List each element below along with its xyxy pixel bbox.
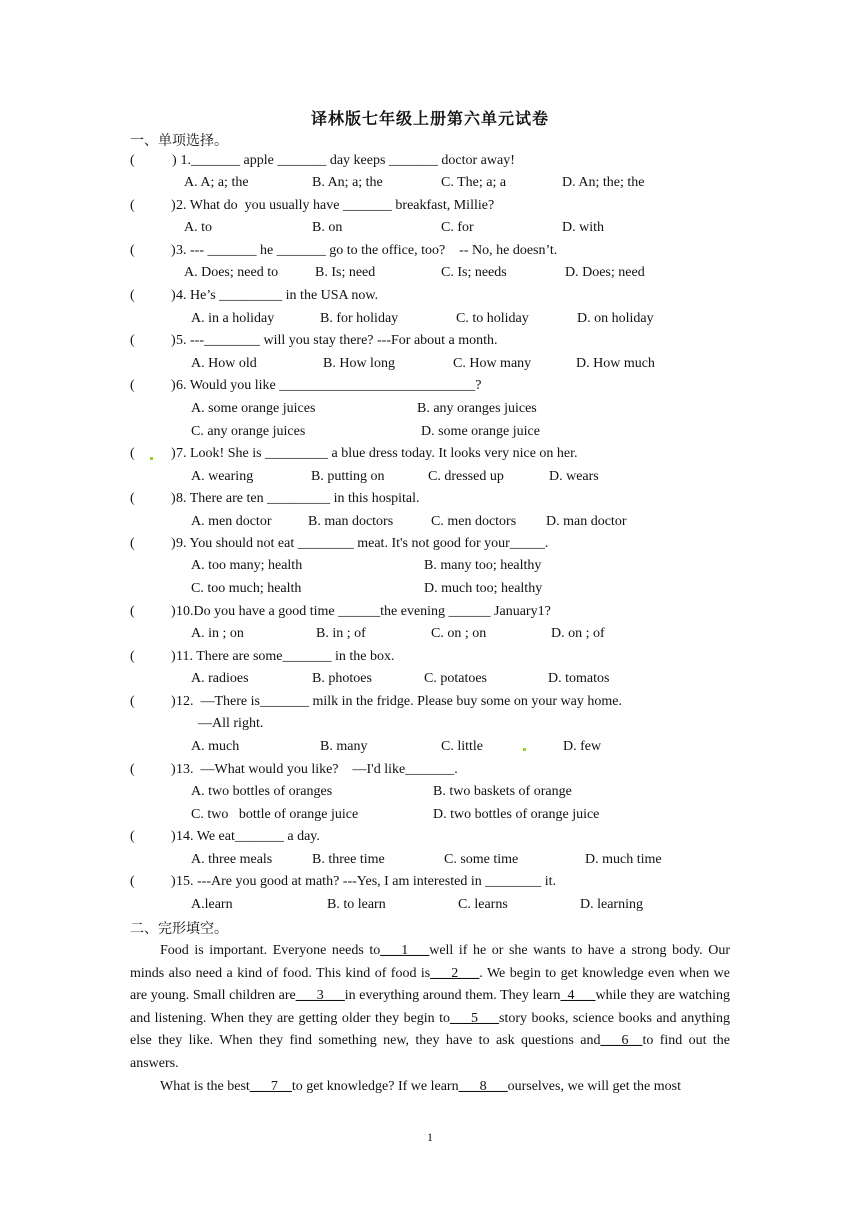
page-title: 译林版七年级上册第六单元试卷 [310, 109, 549, 128]
answer-option[interactable]: A. to [184, 220, 212, 235]
question-text: 12. —There is_______ milk in the fridge. Please buy some on your way home. [176, 694, 622, 709]
question-text: 13. —What would you like? —I'd like_______. [176, 762, 458, 777]
cloze-text: to find out the answers. [130, 1033, 731, 1071]
answer-paren-open: ( [130, 378, 135, 393]
answer-option[interactable]: D. wears [549, 469, 599, 484]
answer-option[interactable]: B. two baskets of orange [433, 784, 572, 799]
cloze-blank-3[interactable]: ___3___ [295, 988, 345, 1004]
answer-paren-close: ) [171, 446, 176, 461]
cloze-paragraph-2 [130, 1076, 730, 1099]
answer-option[interactable]: D. few [563, 739, 602, 754]
answer-paren-close: ) [172, 153, 177, 168]
question-text: 15. ---Are you good at math? ---Yes, I am interested in ________ it. [176, 874, 556, 889]
answer-paren-close: ) [171, 288, 176, 303]
answer-option[interactable]: A. some orange juices [191, 401, 316, 416]
answer-option[interactable]: B. on [312, 220, 343, 235]
cloze-blank-7[interactable]: ___7__ [249, 1078, 292, 1094]
answer-option[interactable]: A. men doctor [191, 514, 272, 529]
answer-option[interactable]: C. to holiday [456, 311, 529, 326]
answer-paren-open: ( [130, 604, 135, 619]
answer-option[interactable]: B. in ; of [316, 626, 366, 641]
cloze-blank-5[interactable]: ___5___ [450, 1010, 499, 1026]
answer-option[interactable]: A. three meals [191, 852, 273, 867]
question-text: 7. Look! She is _________ a blue dress today. It looks very nice on her. [176, 446, 578, 461]
green-mark [523, 748, 526, 751]
answer-option[interactable]: C. The; a; a [441, 175, 507, 190]
cloze-text: story books, science books and anything else they like. When they find something new, they have to ask questions and [130, 1010, 730, 1049]
answer-option[interactable]: C. Is; needs [441, 265, 507, 280]
answer-paren-close: ) [171, 333, 176, 348]
answer-option[interactable]: C. potatoes [424, 671, 487, 686]
question-text: 14. We eat_______ a day. [176, 829, 320, 844]
answer-option[interactable]: C. any orange juices [191, 424, 306, 439]
answer-paren-open: ( [130, 153, 135, 168]
cloze-blank-1[interactable]: ___1___ [380, 943, 430, 958]
answer-option[interactable]: D. man doctor [546, 514, 627, 529]
question-text: 3. --- _______ he _______ go to the office, too? -- No, he doesn’t. [176, 243, 558, 258]
section-heading-choice: 一、单项选择。 [130, 133, 228, 149]
answer-paren-close: ) [171, 829, 176, 844]
answer-option[interactable]: B. Is; need [315, 265, 376, 280]
answer-paren-close: ) [171, 874, 176, 889]
answer-paren-close: ) [171, 604, 176, 619]
answer-option[interactable]: C. How many [453, 356, 532, 371]
answer-option[interactable]: A. Does; need to [184, 265, 279, 280]
answer-paren-close: ) [171, 694, 176, 709]
answer-paren-close: ) [171, 762, 176, 777]
answer-option[interactable]: B. An; a; the [312, 175, 383, 190]
answer-option[interactable]: C. for [441, 220, 474, 235]
cloze-blank-8[interactable]: ___8___ [458, 1078, 508, 1094]
question-text: 2. What do you usually have _______ breakfast, Millie? [176, 198, 495, 213]
answer-option[interactable]: A. in ; on [191, 626, 244, 641]
answer-option[interactable]: D. with [562, 220, 604, 235]
green-mark [150, 457, 153, 460]
answer-paren-open: ( [130, 288, 135, 303]
cloze-text: What is the best [160, 1078, 250, 1094]
answer-option[interactable]: B. many [320, 739, 368, 754]
answer-option[interactable]: C. dressed up [428, 469, 504, 484]
answer-option[interactable]: A. much [191, 739, 240, 754]
question-text: 10.Do you have a good time ______the evening ______ January1? [176, 604, 551, 619]
answer-option[interactable]: C. too much; health [191, 581, 302, 596]
answer-option[interactable]: A. wearing [191, 469, 254, 484]
answer-paren-open: ( [130, 694, 135, 709]
cloze-text: while they are watching and listening. When they are getting older they begin to [130, 988, 730, 1026]
answer-option[interactable]: D. much too; healthy [424, 581, 543, 596]
answer-option[interactable]: A. two bottles of oranges [191, 784, 333, 799]
answer-option[interactable]: B. any oranges juices [417, 401, 537, 416]
question-text: 1._______ apple _______ day keeps _______ doctor away! [177, 153, 515, 168]
answer-option[interactable]: C. two bottle of orange juice [191, 807, 359, 822]
answer-option[interactable]: A. How old [191, 356, 257, 371]
cloze-text: in everything around them. They learn [344, 988, 561, 1004]
question-text-continued: —All right. [198, 716, 264, 731]
cloze-text: to get knowledge? If we learn [291, 1078, 459, 1094]
cloze-paragraph-1 [130, 940, 730, 1076]
answer-paren-close: ) [171, 649, 176, 664]
answer-option[interactable]: D. two bottles of orange juice [433, 807, 600, 822]
cloze-passage [130, 940, 730, 1098]
answer-paren-open: ( [130, 333, 135, 348]
answer-option[interactable]: D. tomatos [548, 671, 610, 686]
answer-paren-open: ( [130, 446, 135, 461]
question-text: 5. ---________ will you stay there? ---For about a month. [176, 333, 498, 348]
answer-option[interactable]: D. on ; of [551, 626, 605, 641]
answer-option[interactable]: B. man doctors [308, 514, 394, 529]
answer-option[interactable]: B. three time [312, 852, 385, 867]
answer-paren-open: ( [130, 649, 135, 664]
answer-option[interactable]: B. photoes [312, 671, 372, 686]
answer-paren-open: ( [130, 829, 135, 844]
section-heading-cloze: 二、完形填空。 [130, 921, 228, 937]
answer-paren-open: ( [130, 491, 135, 506]
answer-option[interactable]: B. How long [323, 356, 395, 371]
answer-paren-close: ) [171, 198, 176, 213]
question-text: 6. Would you like ____________________________? [176, 378, 482, 393]
answer-option[interactable]: C. learns [458, 897, 508, 912]
answer-paren-open: ( [130, 874, 135, 889]
answer-option[interactable]: D. Does; need [565, 265, 645, 280]
answer-option[interactable]: D. learning [580, 897, 643, 912]
answer-option[interactable]: A. too many; health [191, 558, 303, 573]
answer-paren-close: ) [171, 243, 176, 258]
answer-option[interactable]: A. radioes [191, 671, 249, 686]
cloze-blank-6[interactable]: ___6__ [600, 1033, 643, 1049]
answer-paren-open: ( [130, 198, 135, 213]
answer-option[interactable]: A. A; a; the [184, 175, 249, 190]
answer-paren-close: ) [171, 491, 176, 506]
answer-option[interactable]: B. many too; healthy [424, 558, 542, 573]
answer-option[interactable]: B. to learn [327, 897, 386, 912]
answer-paren-open: ( [130, 536, 135, 551]
answer-option[interactable]: D. much time [585, 852, 662, 867]
cloze-text: . We begin to get knowledge even when we are young. Small children are [130, 965, 731, 1004]
answer-option[interactable]: C. men doctors [431, 514, 517, 529]
answer-option[interactable]: B. for holiday [320, 311, 399, 326]
answer-paren-open: ( [130, 243, 135, 258]
answer-option[interactable]: C. on ; on [431, 626, 487, 641]
answer-option[interactable]: C. some time [444, 852, 519, 867]
cloze-text: ourselves, we will get the most [507, 1078, 681, 1094]
cloze-blank-4[interactable]: _4___ [560, 988, 596, 1004]
question-text: 9. You should not eat ________ meat. It's not good for your_____. [176, 536, 549, 551]
cloze-text: Food is important. Everyone needs to [160, 943, 381, 958]
answer-option[interactable]: B. putting on [311, 469, 385, 484]
answer-option[interactable]: A. in a holiday [191, 311, 275, 326]
answer-option[interactable]: D. some orange juice [421, 424, 540, 439]
answer-option[interactable]: D. How much [576, 356, 655, 371]
answer-option[interactable]: C. little [441, 739, 483, 754]
cloze-text: well if he or she wants to have a strong body. Our minds also need a kind of food. This kind of food is [130, 943, 731, 981]
question-text: 4. He’s _________ in the USA now. [176, 288, 379, 303]
question-text: 11. There are some_______ in the box. [176, 649, 395, 664]
cloze-blank-2[interactable]: ___2___ [430, 965, 480, 981]
question-text: 8. There are ten _________ in this hospital. [176, 491, 420, 506]
answer-paren-close: ) [171, 536, 176, 551]
answer-paren-close: ) [171, 378, 176, 393]
answer-option[interactable]: D. on holiday [577, 311, 654, 326]
answer-paren-open: ( [130, 762, 135, 777]
page-number: 1 [427, 1130, 433, 1144]
answer-option[interactable]: D. An; the; the [562, 175, 645, 190]
answer-option[interactable]: A.learn [191, 897, 233, 912]
